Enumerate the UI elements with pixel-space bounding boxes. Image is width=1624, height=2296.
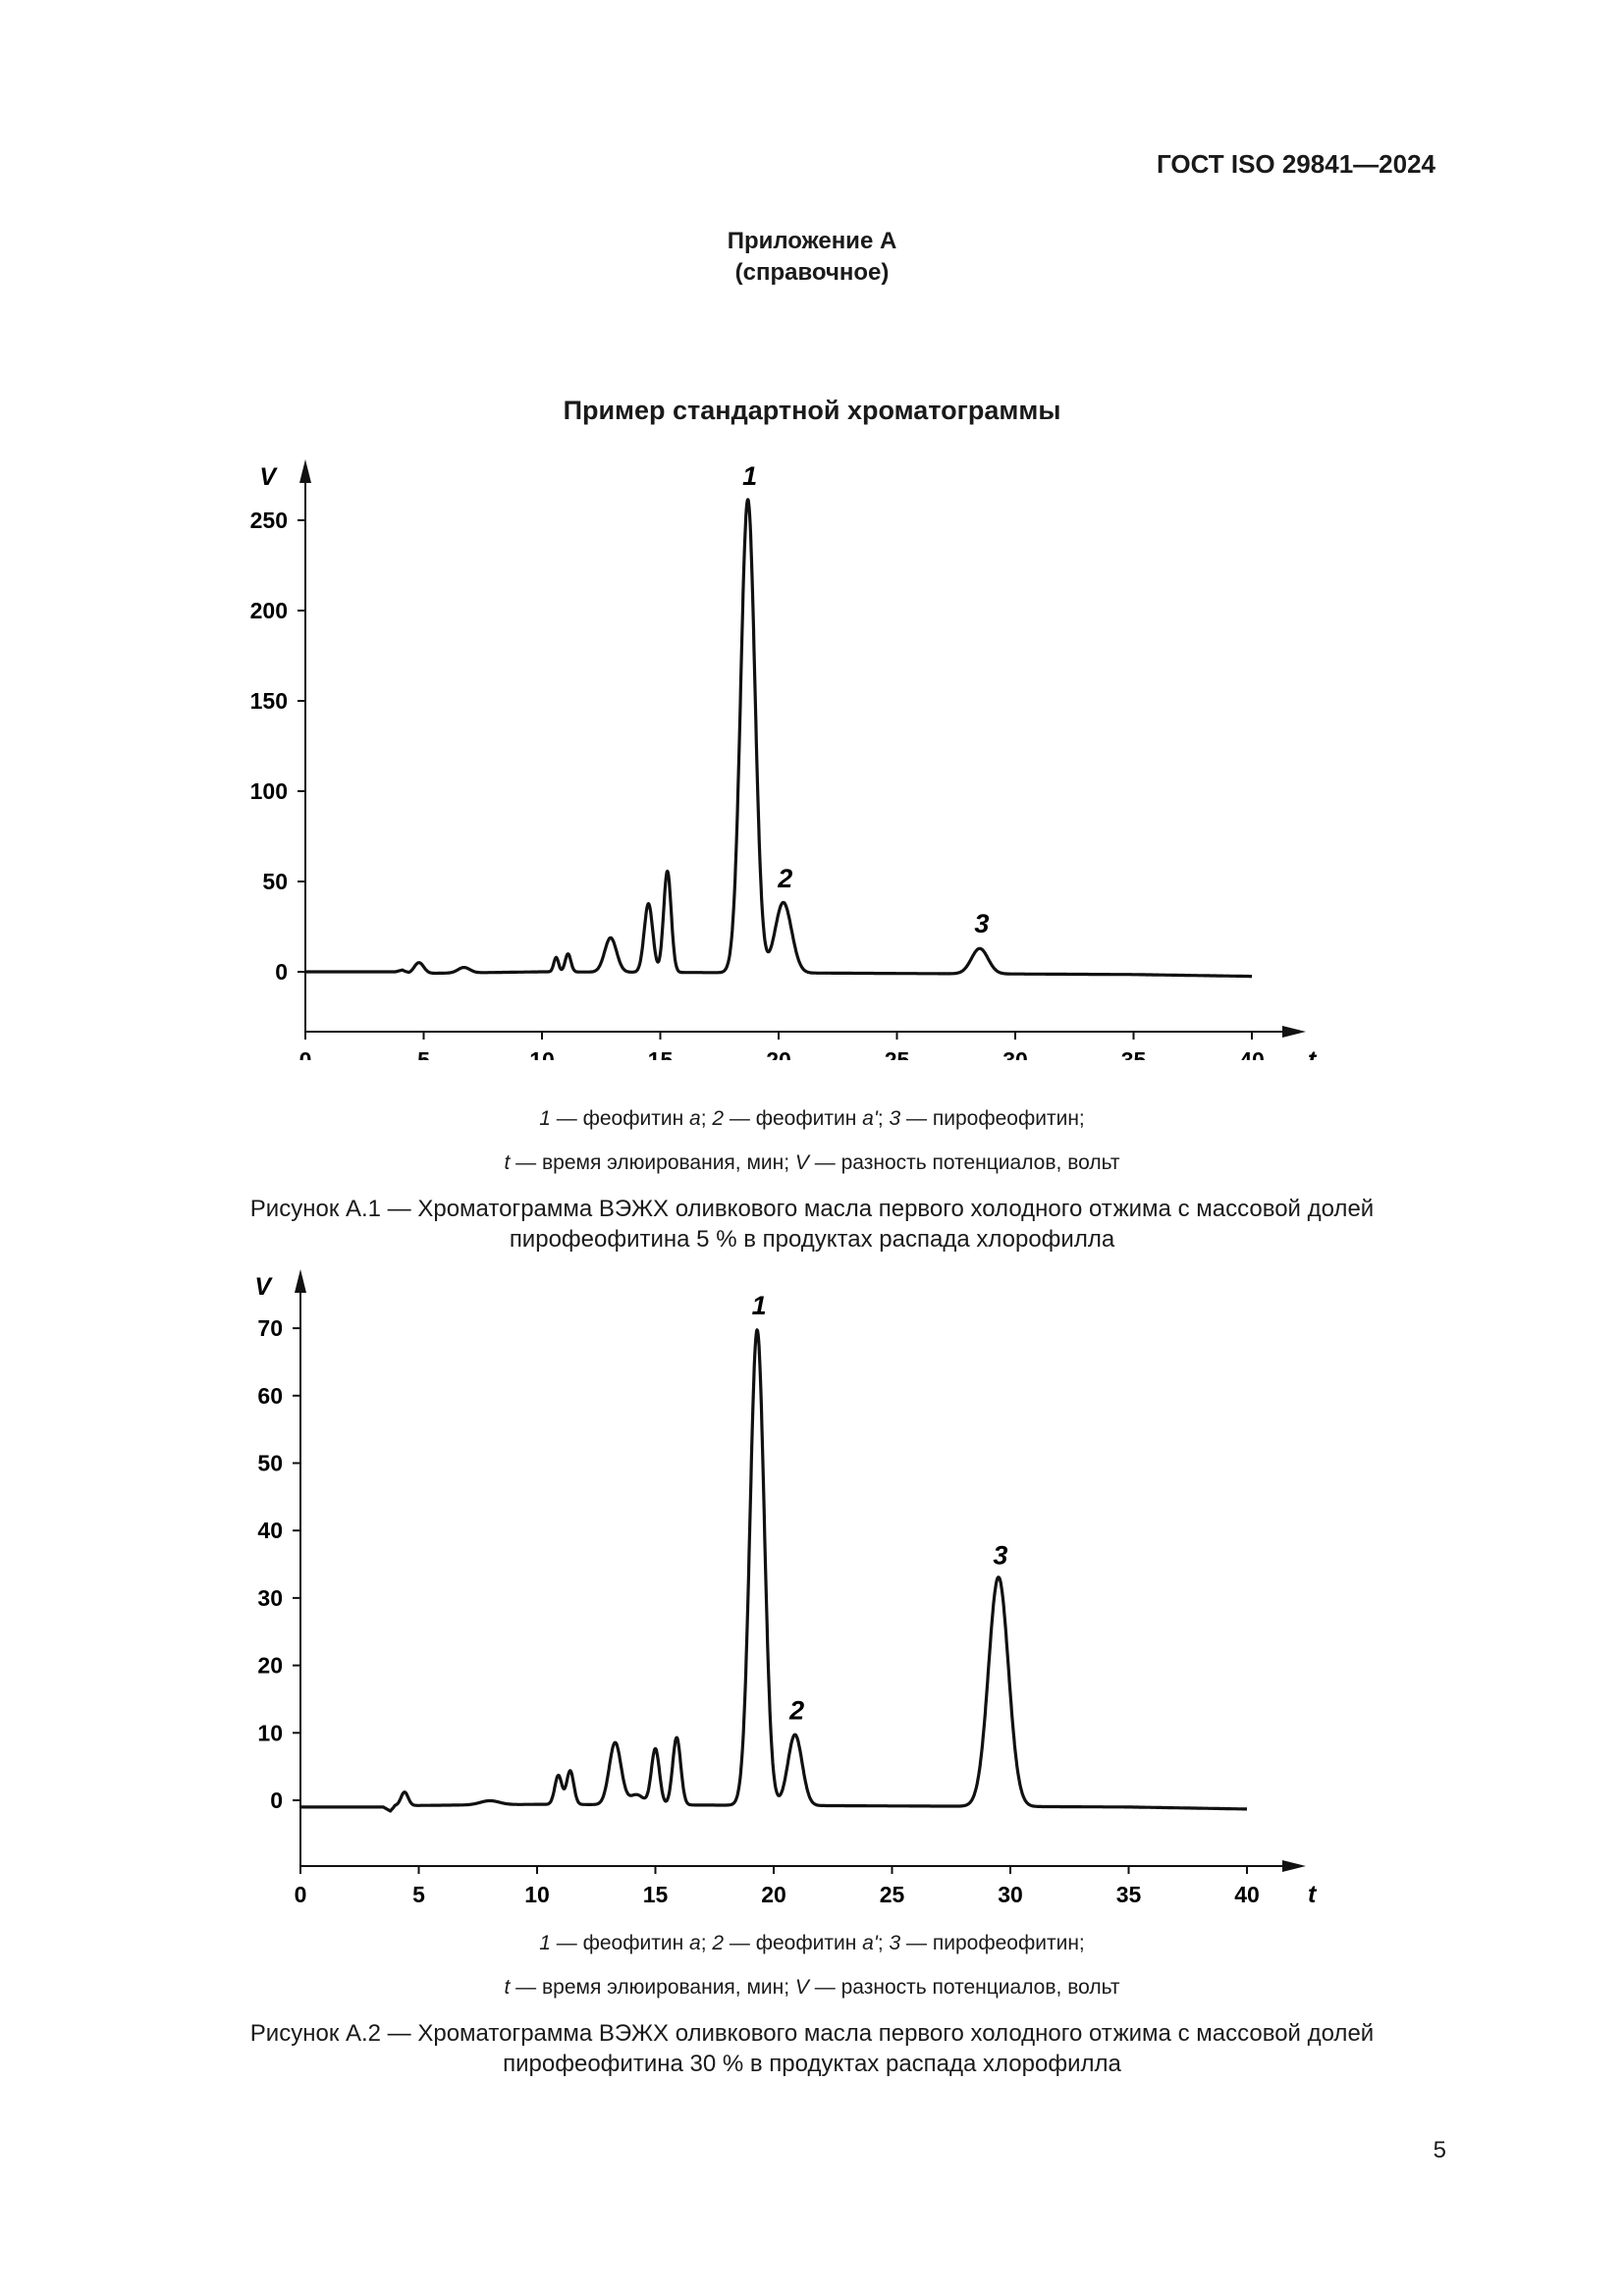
y-tick-label: 10: [257, 1720, 283, 1746]
chromatogram-figure-1: [0, 452, 1624, 1060]
chromatogram-chart-1: [0, 452, 1624, 1060]
peak-label: 2: [789, 1695, 805, 1726]
figure-1-caption: [0, 1194, 1624, 1255]
x-axis-label: t: [1308, 1881, 1317, 1908]
appendix-subtitle: (справочное): [734, 259, 890, 286]
figure-2-legend-axes: t — время элюирования, мин; V — разность потенциалов, вольт: [504, 1976, 1120, 1999]
x-tick-label: 10: [524, 1882, 550, 1907]
figure-1-caption-line-1: Рисунок А.1 — Хроматограмма ВЭЖХ оливкового масла первого холодного отжима с массовой долей: [249, 1196, 1375, 1222]
x-tick-label: 5: [412, 1882, 425, 1907]
y-tick-label: 100: [249, 778, 288, 804]
appendix-title: Приложение А: [727, 228, 897, 254]
x-tick-label: 5: [417, 1047, 430, 1060]
figure-1-legend-axes: t — время элюирования, мин; V — разность потенциалов, вольт: [504, 1151, 1120, 1174]
figure-2-caption: [0, 2018, 1624, 2079]
document-code: ГОСТ ISO 29841—2024: [1156, 149, 1435, 179]
y-axis-label: V: [259, 463, 276, 491]
x-tick-label: 10: [529, 1047, 555, 1060]
y-tick-label: 250: [249, 507, 288, 533]
figure-2-caption-line-1: Рисунок А.2 — Хроматограмма ВЭЖХ оливкового масла первого холодного отжима с массовой долей: [249, 2020, 1375, 2047]
y-tick-label: 30: [257, 1584, 283, 1611]
x-axis-arrow: [1282, 1026, 1306, 1038]
x-tick-label: 20: [766, 1047, 791, 1060]
y-tick-label: 150: [249, 688, 288, 714]
peak-label: 3: [974, 909, 990, 939]
chromatogram-trace: [300, 1330, 1247, 1811]
x-tick-label: 25: [879, 1882, 905, 1907]
chromatogram-chart-2: [0, 1261, 1624, 1909]
x-tick-label: 35: [1115, 1882, 1142, 1907]
y-tick-label: 20: [257, 1652, 283, 1679]
y-tick-label: 50: [257, 1450, 283, 1476]
y-tick-label: 50: [262, 869, 288, 894]
peak-label: 1: [742, 460, 758, 491]
y-tick-label: 0: [270, 1788, 283, 1813]
appendix-heading: [0, 226, 1624, 289]
y-axis-label: V: [254, 1273, 271, 1301]
figure-2-legend-peaks: 1 — феофитин a; 2 — феофитин a'; 3 — пирофеофитин;: [539, 1932, 1085, 1954]
y-tick-label: 70: [257, 1315, 283, 1342]
x-tick-label: 25: [884, 1047, 910, 1060]
x-tick-label: 15: [642, 1882, 669, 1907]
figure-2-caption-line-2: пирофеофитина 30 % в продуктах распада хлорофилла: [503, 2051, 1121, 2077]
x-tick-label: 30: [1002, 1047, 1028, 1060]
y-axis-arrow: [295, 1269, 306, 1293]
y-tick-label: 40: [257, 1518, 283, 1544]
x-tick-label: 15: [647, 1047, 674, 1060]
y-tick-label: 200: [249, 598, 288, 623]
chromatogram-trace: [305, 500, 1252, 977]
figure-1-caption-line-2: пирофеофитина 5 % в продуктах распада хлорофилла: [509, 1226, 1115, 1253]
x-tick-label: 0: [298, 1047, 312, 1060]
section-title: Пример стандартной хроматограммы: [563, 396, 1061, 425]
page-number: 5: [1433, 2137, 1446, 2163]
y-tick-label: 0: [275, 959, 288, 985]
x-tick-label: 20: [761, 1882, 786, 1907]
figure-1-legend-peaks: 1 — феофитин a; 2 — феофитин a'; 3 — пирофеофитин;: [539, 1107, 1085, 1130]
y-tick-label: 60: [257, 1382, 283, 1409]
x-tick-label: 0: [294, 1882, 307, 1907]
x-tick-label: 40: [1234, 1882, 1260, 1907]
peak-label: 2: [778, 864, 793, 894]
x-tick-label: 35: [1120, 1047, 1147, 1060]
peak-label: 1: [751, 1291, 767, 1321]
peak-label: 3: [993, 1540, 1008, 1571]
y-axis-arrow: [299, 459, 311, 483]
x-axis-label: t: [1308, 1046, 1317, 1060]
x-axis-arrow: [1282, 1860, 1306, 1872]
chromatogram-figure-2: [0, 1261, 1624, 1909]
x-tick-label: 40: [1239, 1047, 1265, 1060]
x-tick-label: 30: [998, 1882, 1023, 1907]
